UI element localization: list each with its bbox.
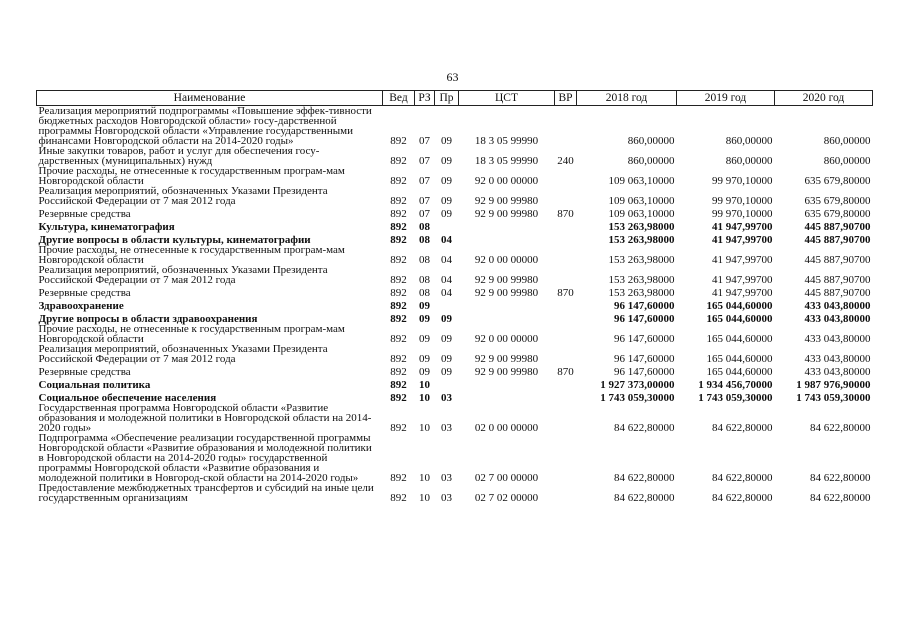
cell-ved: 892 [390,208,407,220]
cell-vr [555,186,577,206]
cell-2019: 41 947,99700 [712,274,773,286]
cell-2019: 165 044,60000 [706,366,773,378]
cell-cst: 02 0 00 00000 [474,422,539,434]
cell-name: Прочие расходы, не отнесенные к государственным програм-мам Новгородской области [38,165,345,187]
cell-vr: 870 [557,208,574,220]
cell-2019: 84 622,80000 [712,472,773,484]
cell-2019: 41 947,99700 [712,234,773,246]
cell-2018: 1 927 373,00000 [600,379,675,391]
cell-rz: 08 [419,287,430,299]
header-rz: РЗ [415,91,435,106]
cell-2018: 153 263,98000 [608,234,675,246]
table-row [37,146,873,166]
cell-vr [555,166,577,186]
cell-pr: 09 [441,353,452,365]
cell-2020: 860,00000 [823,135,871,147]
cell-ved: 892 [390,155,407,167]
cell-2019: 165 044,60000 [706,353,773,365]
cell-cst: 18 3 05 99990 [474,135,539,147]
cell-vr [555,403,577,433]
cell-vr [555,298,577,311]
table-row [37,403,873,433]
cell-rz: 09 [419,333,430,345]
table-row [37,106,873,147]
cell-cst [459,311,555,324]
cell-name: Резервные средства [38,287,131,299]
cell-cst [459,298,555,311]
table-row [37,219,873,232]
cell-2018: 153 263,98000 [608,274,675,286]
cell-rz: 09 [419,353,430,365]
table-row [37,433,873,483]
cell-2018: 84 622,80000 [614,472,675,484]
cell-rz: 07 [419,135,430,147]
cell-2020: 860,00000 [823,155,871,167]
cell-ved: 892 [390,392,407,404]
cell-2018: 84 622,80000 [614,492,675,504]
cell-2019: 165 044,60000 [706,313,773,325]
cell-2018: 84 622,80000 [614,422,675,434]
cell-2019: 99 970,10000 [712,195,773,207]
table-row [37,285,873,298]
cell-2020: 84 622,80000 [810,492,871,504]
cell-ved: 892 [390,234,407,246]
cell-name: Реализация мероприятий подпрограммы «Повышение эффек-тивности бюджетных расходов Новгородской области» госу-дарственной программы Новгородской области «Управление государственными финансами Новгородской области на 2014-2020 годы» [38,105,372,147]
cell-2018: 109 063,10000 [608,175,675,187]
cell-ved: 892 [390,195,407,207]
cell-2018: 153 263,98000 [608,221,675,233]
cell-name: Подпрограмма «Обеспечение реализации государственной программы Новгородской области «Развитие образования и молодежной политики в Новгородской области на 2014-2020 годы» государственной программы Новгородской области «Развитие образования и молодежной политики в Новгород-ской области на 2014-2020 годы» [38,432,372,484]
cell-2020: 84 622,80000 [810,472,871,484]
cell-vr [555,245,577,265]
cell-2020: 445 887,90700 [804,287,871,299]
cell-pr: 03 [441,472,452,484]
cell-vr: 870 [557,287,574,299]
cell-name: Резервные средства [38,366,131,378]
cell-vr [555,106,577,147]
cell-rz: 10 [419,472,430,484]
cell-2018: 109 063,10000 [608,195,675,207]
cell-ved: 892 [390,175,407,187]
cell-pr: 03 [441,422,452,434]
cell-rz: 07 [419,155,430,167]
cell-ved: 892 [390,135,407,147]
cell-rz: 09 [419,300,430,312]
cell-ved: 892 [390,313,407,325]
cell-vr [555,344,577,364]
table-row [37,245,873,265]
cell-name: Прочие расходы, не отнесенные к государственным програм-мам Новгородской области [38,323,345,345]
cell-2018: 96 147,60000 [614,300,675,312]
cell-pr [435,298,459,311]
header-2018: 2018 год [577,91,677,106]
cell-rz: 08 [419,221,430,233]
cell-ved: 892 [390,379,407,391]
cell-2020: 635 679,80000 [804,175,871,187]
cell-ved: 892 [390,472,407,484]
cell-cst: 18 3 05 99990 [474,155,539,167]
cell-vr [555,232,577,245]
table-body [37,106,873,504]
table-row [37,377,873,390]
cell-rz: 08 [419,254,430,266]
cell-rz: 08 [419,274,430,286]
cell-pr: 09 [441,195,452,207]
cell-cst: 92 9 00 99980 [474,353,539,365]
cell-rz: 09 [419,366,430,378]
header-pr: Пр [435,91,459,106]
cell-2020: 433 043,80000 [804,300,871,312]
cell-name: Другие вопросы в области культуры, кинематографии [38,234,311,246]
cell-ved: 892 [390,366,407,378]
table-row [37,265,873,285]
cell-cst: 92 9 00 99980 [474,208,539,220]
cell-vr [555,483,577,503]
cell-name: Предоставление межбюджетных трансфертов и субсидий на иные цели государственным организациям [38,482,374,504]
cell-cst: 92 9 00 99980 [474,287,539,299]
cell-pr [435,377,459,390]
cell-rz: 10 [419,379,430,391]
header-2019: 2019 год [677,91,775,106]
cell-ved: 892 [390,333,407,345]
header-cst: ЦСТ [459,91,555,106]
cell-vr: 870 [557,366,574,378]
cell-pr: 04 [441,274,452,286]
cell-cst [459,377,555,390]
cell-2019: 99 970,10000 [712,208,773,220]
cell-name: Государственная программа Новгородской области «Развитие образования и молодежной политики в Новгородской области на 2014-2020 годы» [38,402,372,434]
cell-pr: 09 [441,333,452,345]
cell-rz: 07 [419,195,430,207]
table-row [37,344,873,364]
table-row [37,166,873,186]
cell-2019: 99 970,10000 [712,175,773,187]
cell-2020: 433 043,80000 [804,333,871,345]
cell-rz: 09 [419,313,430,325]
cell-vr [555,377,577,390]
table-row [37,186,873,206]
cell-vr [555,433,577,483]
cell-vr [555,265,577,285]
cell-2020: 433 043,80000 [804,353,871,365]
cell-rz: 10 [419,422,430,434]
table-row [37,298,873,311]
cell-2020: 445 887,90700 [804,234,871,246]
cell-2019: 41 947,99700 [712,287,773,299]
cell-ved: 892 [390,353,407,365]
cell-pr: 03 [441,492,452,504]
table-header [37,91,873,106]
cell-name: Социальное обеспечение населения [38,392,217,404]
cell-2019: 165 044,60000 [706,300,773,312]
cell-ved: 892 [390,274,407,286]
cell-cst: 92 9 00 99980 [474,366,539,378]
cell-2018: 1 743 059,30000 [600,392,675,404]
cell-name: Прочие расходы, не отнесенные к государственным програм-мам Новгородской области [38,244,345,266]
cell-vr [555,324,577,344]
cell-cst [459,219,555,232]
cell-rz: 10 [419,492,430,504]
cell-name: Здравоохранение [38,300,124,312]
cell-pr: 09 [441,135,452,147]
cell-2018: 153 263,98000 [608,254,675,266]
cell-pr: 09 [441,208,452,220]
cell-2019: 84 622,80000 [712,492,773,504]
cell-2020: 433 043,80000 [804,366,871,378]
cell-pr: 09 [441,366,452,378]
cell-2019: 41 947,99700 [712,254,773,266]
cell-ved: 892 [390,300,407,312]
cell-vr: 240 [557,155,574,167]
cell-pr: 03 [441,392,452,404]
cell-cst: 92 0 00 00000 [474,175,539,187]
cell-pr: 04 [441,287,452,299]
cell-pr: 09 [441,155,452,167]
table-row [37,364,873,377]
cell-2020: 1 743 059,30000 [796,392,871,404]
cell-2019: 1 743 059,30000 [698,392,773,404]
budget-table [36,90,873,503]
page-number: 63 [446,70,459,84]
cell-2020: 635 679,80000 [804,195,871,207]
cell-ved: 892 [390,287,407,299]
cell-pr: 04 [441,234,452,246]
cell-2019: 84 622,80000 [712,422,773,434]
cell-2019: 860,00000 [725,135,773,147]
cell-2020: 445 887,90700 [804,221,871,233]
cell-2018: 860,00000 [627,155,675,167]
cell-pr: 09 [441,313,452,325]
cell-name: Культура, кинематография [38,221,175,233]
header-name: Наименование [37,91,383,106]
cell-2018: 96 147,60000 [614,366,675,378]
cell-name: Реализация мероприятий, обозначенных Указами Президента Российской Федерации от 7 мая 2012 года [38,343,328,365]
cell-ved: 892 [390,254,407,266]
cell-pr [435,219,459,232]
cell-2020: 433 043,80000 [804,313,871,325]
cell-name: Реализация мероприятий, обозначенных Указами Президента Российской Федерации от 7 мая 2012 года [38,185,328,207]
table-row [37,324,873,344]
cell-2018: 860,00000 [627,135,675,147]
cell-2018: 96 147,60000 [614,353,675,365]
cell-2019: 41 947,99700 [712,221,773,233]
cell-ved: 892 [390,422,407,434]
cell-2020: 1 987 976,90000 [796,379,871,391]
cell-rz: 08 [419,234,430,246]
cell-name: Социальная политика [38,379,151,391]
cell-cst: 92 0 00 00000 [474,333,539,345]
cell-vr [555,311,577,324]
cell-pr: 09 [441,175,452,187]
header-ved: Вед [383,91,415,106]
cell-cst: 02 7 02 00000 [474,492,539,504]
cell-2020: 445 887,90700 [804,274,871,286]
header-vr: ВР [555,91,577,106]
cell-rz: 10 [419,392,430,404]
table-row [37,206,873,219]
cell-2020: 445 887,90700 [804,254,871,266]
cell-2019: 1 934 456,70000 [698,379,773,391]
cell-2019: 165 044,60000 [706,333,773,345]
cell-cst: 02 7 00 00000 [474,472,539,484]
cell-2019: 860,00000 [725,155,773,167]
cell-2020: 635 679,80000 [804,208,871,220]
cell-cst [459,390,555,403]
cell-2018: 96 147,60000 [614,313,675,325]
cell-name: Иные закупки товаров, работ и услуг для обеспечения госу-дарственных (муниципальных) нужд [38,145,320,167]
cell-name: Другие вопросы в области здравоохранения [38,313,258,325]
cell-name: Резервные средства [38,208,131,220]
table-row [37,483,873,503]
header-2020: 2020 год [775,91,873,106]
cell-ved: 892 [390,492,407,504]
cell-cst: 92 9 00 99980 [474,195,539,207]
cell-2020: 84 622,80000 [810,422,871,434]
cell-2018: 109 063,10000 [608,208,675,220]
cell-rz: 07 [419,175,430,187]
cell-name: Реализация мероприятий, обозначенных Указами Президента Российской Федерации от 7 мая 2012 года [38,264,328,286]
cell-cst [459,232,555,245]
cell-vr [555,390,577,403]
cell-2018: 153 263,98000 [608,287,675,299]
cell-vr [555,219,577,232]
cell-2018: 96 147,60000 [614,333,675,345]
cell-cst: 92 0 00 00000 [474,254,539,266]
cell-pr: 04 [441,254,452,266]
cell-rz: 07 [419,208,430,220]
cell-cst: 92 9 00 99980 [474,274,539,286]
cell-ved: 892 [390,221,407,233]
